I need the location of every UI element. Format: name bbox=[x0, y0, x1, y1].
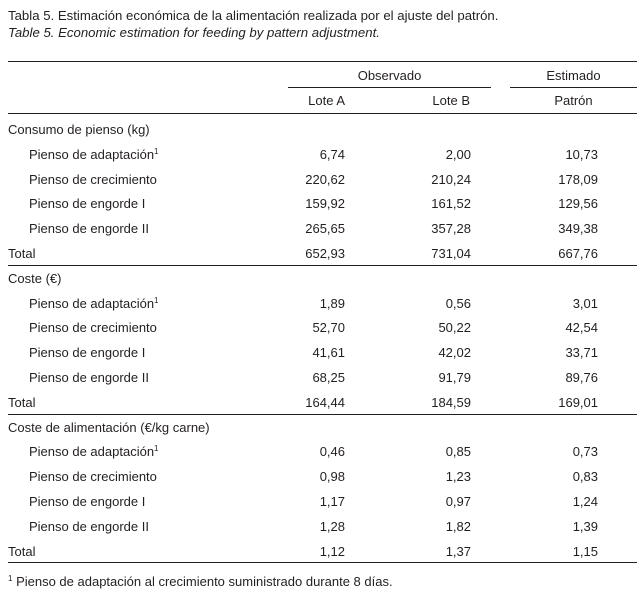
row-label: Pienso de crecimiento bbox=[29, 469, 157, 485]
row-label-text: Pienso de adaptación bbox=[29, 146, 155, 162]
observed-group-rule bbox=[288, 87, 491, 88]
section-title: Coste (€) bbox=[8, 270, 62, 286]
header-bottom-rule bbox=[8, 113, 637, 114]
value-lot-b: 2,00 bbox=[445, 146, 471, 162]
footnote-mark: 1 bbox=[154, 295, 159, 305]
value-lot-a: 0,46 bbox=[319, 444, 345, 460]
row-label: Pienso de engorde I bbox=[29, 196, 146, 212]
section-title: Consumo de pienso (kg) bbox=[8, 122, 150, 137]
total-lot-a: 164,44 bbox=[305, 394, 345, 410]
row-label: Pienso de engorde I bbox=[29, 494, 146, 509]
header-lot-b: Lote B bbox=[432, 93, 470, 108]
value-pattern: 178,09 bbox=[558, 171, 598, 187]
value-pattern: 349,38 bbox=[558, 221, 598, 237]
row-label: Pienso de engorde I bbox=[29, 345, 146, 361]
total-lot-a: 1,12 bbox=[319, 543, 345, 559]
header-estimated: Estimado bbox=[546, 68, 601, 83]
value-pattern: 0,73 bbox=[572, 444, 598, 460]
total-pattern: 1,15 bbox=[572, 543, 598, 559]
total-label: Total bbox=[8, 246, 36, 261]
caption-spanish: Tabla 5. Estimación económica de la alimentación realizada por el ajuste del patrón. bbox=[8, 8, 499, 23]
value-pattern: 1,39 bbox=[572, 518, 598, 534]
footnote-mark: 1 bbox=[154, 444, 159, 454]
total-lot-b: 731,04 bbox=[431, 246, 471, 261]
section-rule bbox=[8, 562, 637, 563]
section-rule bbox=[8, 265, 637, 266]
caption-english: Table 5. Economic estimation for feeding by pattern adjustment. bbox=[8, 25, 380, 40]
section-title: Coste de alimentación (€/kg carne) bbox=[8, 419, 210, 435]
value-lot-b: 357,28 bbox=[431, 221, 471, 237]
total-lot-b: 1,37 bbox=[445, 543, 471, 559]
value-lot-a: 68,25 bbox=[312, 370, 345, 385]
row-label-text: Pienso de adaptación bbox=[29, 444, 155, 460]
value-lot-b: 0,97 bbox=[445, 494, 471, 509]
row-label: Pienso de engorde II bbox=[29, 518, 149, 534]
value-lot-b: 210,24 bbox=[431, 171, 471, 187]
row-label: Pienso de engorde II bbox=[29, 221, 149, 237]
value-lot-b: 161,52 bbox=[431, 196, 471, 212]
header-lot-a: Lote A bbox=[308, 93, 345, 108]
row-label: Pienso de crecimiento bbox=[29, 171, 157, 187]
value-lot-b: 42,02 bbox=[438, 345, 471, 361]
row-label-text: Pienso de adaptación bbox=[29, 295, 155, 311]
value-lot-b: 0,85 bbox=[445, 444, 471, 460]
value-lot-a: 6,74 bbox=[319, 146, 345, 162]
total-pattern: 667,76 bbox=[558, 246, 598, 261]
value-lot-b: 0,56 bbox=[445, 295, 471, 311]
value-lot-b: 91,79 bbox=[438, 370, 471, 385]
value-lot-a: 52,70 bbox=[312, 320, 345, 336]
row-label: Pienso de crecimiento bbox=[29, 320, 157, 336]
value-lot-a: 1,17 bbox=[319, 494, 345, 509]
total-lot-b: 184,59 bbox=[431, 394, 471, 410]
value-lot-b: 50,22 bbox=[438, 320, 471, 336]
value-pattern: 33,71 bbox=[565, 345, 598, 361]
footnote-mark: 1 bbox=[154, 146, 159, 156]
value-lot-a: 159,92 bbox=[305, 196, 345, 212]
value-pattern: 89,76 bbox=[565, 370, 598, 385]
total-label: Total bbox=[8, 543, 36, 559]
value-pattern: 42,54 bbox=[565, 320, 598, 336]
value-lot-a: 1,28 bbox=[319, 518, 345, 534]
total-lot-a: 652,93 bbox=[305, 246, 345, 261]
value-pattern: 10,73 bbox=[565, 146, 598, 162]
value-lot-a: 220,62 bbox=[305, 171, 345, 187]
value-lot-b: 1,82 bbox=[445, 518, 471, 534]
row-label: Pienso de engorde II bbox=[29, 370, 149, 385]
footnote-text: Pienso de adaptación al crecimiento suministrado durante 8 días. bbox=[12, 574, 393, 589]
row-label bbox=[29, 444, 159, 460]
value-lot-a: 1,89 bbox=[319, 295, 345, 311]
value-pattern: 129,56 bbox=[558, 196, 598, 212]
value-lot-b: 1,23 bbox=[445, 469, 471, 485]
value-pattern: 3,01 bbox=[572, 295, 598, 311]
total-pattern: 169,01 bbox=[558, 394, 598, 410]
row-label bbox=[29, 147, 159, 163]
total-label: Total bbox=[8, 394, 36, 410]
section-rule bbox=[8, 414, 637, 415]
value-lot-a: 265,65 bbox=[305, 221, 345, 237]
value-pattern: 1,24 bbox=[572, 494, 598, 509]
value-lot-a: 41,61 bbox=[312, 345, 345, 361]
row-label bbox=[29, 296, 159, 312]
footnote-mark: 1 bbox=[8, 574, 13, 583]
footnote bbox=[8, 574, 393, 590]
estimated-group-rule bbox=[510, 87, 637, 88]
top-rule bbox=[8, 61, 637, 62]
value-lot-a: 0,98 bbox=[319, 469, 345, 485]
header-pattern: Patrón bbox=[554, 93, 593, 108]
header-observed: Observado bbox=[357, 68, 422, 83]
table-caption bbox=[8, 7, 498, 41]
value-pattern: 0,83 bbox=[572, 469, 598, 485]
